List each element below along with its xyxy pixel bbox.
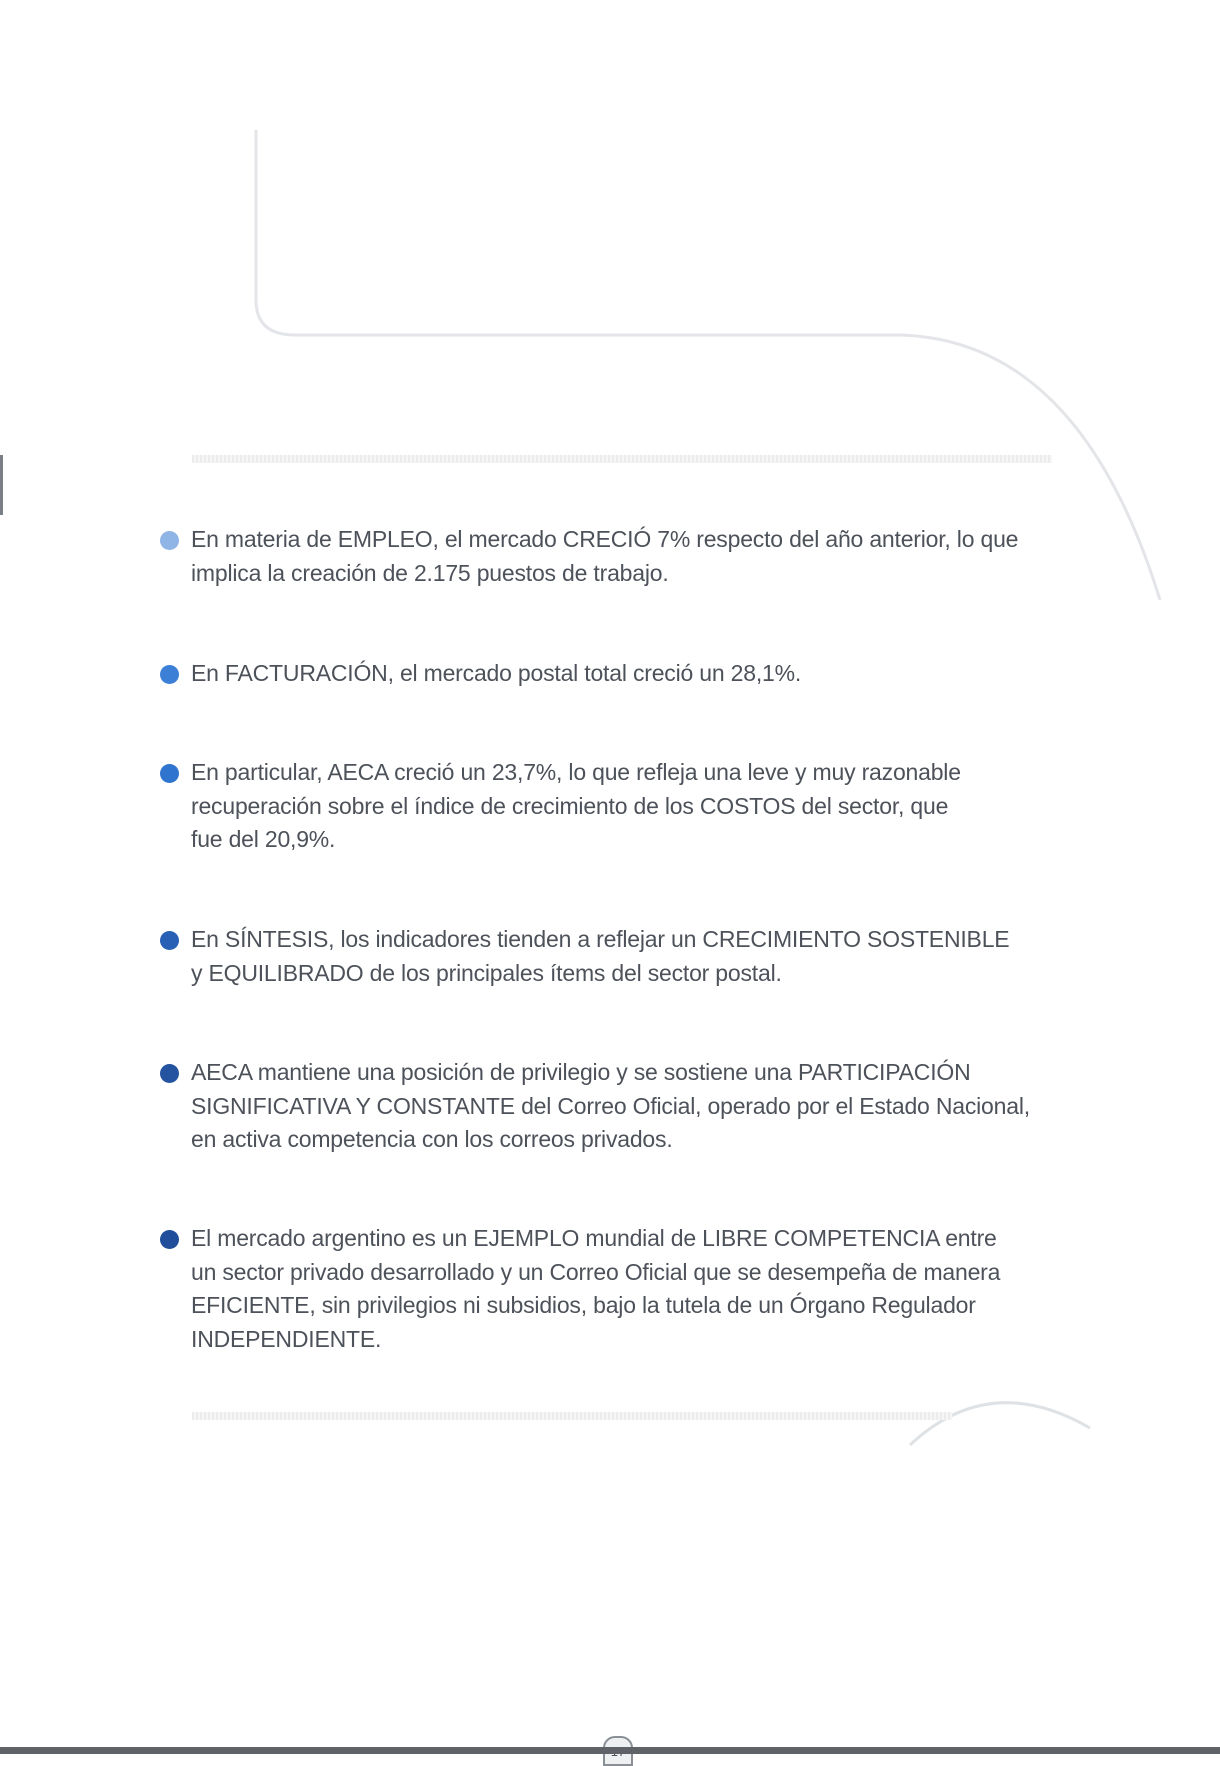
bullet-dot-icon — [160, 764, 179, 783]
bullet-text — [191, 923, 1051, 990]
bullet-line: implica la creación de 2.175 puestos de trabajo. — [191, 559, 669, 586]
bullet-line: INDEPENDIENTE. — [191, 1325, 382, 1352]
bullet-line: El mercado argentino es un EJEMPLO mundial de LIBRE COMPETENCIA entre — [191, 1225, 997, 1251]
bullet-dot-icon — [160, 665, 179, 684]
bullet-text — [191, 657, 1051, 691]
bullet-line: En SÍNTESIS, los indicadores tienden a reflejar un CRECIMIENTO SOSTENIBLE — [191, 926, 1010, 952]
bullet-line: En particular, AECA creció un 23,7%, lo que refleja una leve y muy razonable — [191, 759, 961, 785]
bullet-text — [191, 1222, 1051, 1356]
bottom-divider — [192, 1412, 952, 1420]
bullet-line: SIGNIFICATIVA Y CONSTANTE del Correo Oficial, operado por el Estado Nacional, — [191, 1092, 1030, 1119]
bottom-arc — [910, 1403, 1090, 1445]
bullet-line: En FACTURACIÓN, el mercado postal total creció un 28,1%. — [191, 660, 802, 686]
bullet-line: AECA mantiene una posición de privilegio y se sostiene una PARTICIPACIÓN — [191, 1059, 971, 1085]
bullet-dot-icon — [160, 1064, 179, 1083]
bullet-line: recuperación sobre el índice de crecimiento de los COSTOS del sector, que — [191, 792, 949, 819]
bullet-text — [191, 1056, 1051, 1157]
bullet-line: en activa competencia con los correos privados. — [191, 1126, 673, 1152]
top-divider — [192, 455, 1052, 463]
bullet-dot-icon — [160, 1230, 179, 1249]
bottom-bar — [0, 1747, 1220, 1754]
bullet-dot-icon — [160, 531, 179, 550]
bullet-line: fue del 20,9%. — [191, 826, 336, 852]
bullet-line: En materia de EMPLEO, el mercado CRECIÓ 7% respecto del año anterior, lo que — [191, 526, 1019, 552]
bullet-text — [191, 523, 1051, 590]
bullet-line: y EQUILIBRADO de los principales ítems del sector postal. — [191, 959, 782, 986]
bullet-dot-icon — [160, 931, 179, 950]
left-edge-mark — [0, 455, 3, 515]
bullet-line: EFICIENTE, sin privilegios ni subsidios, bajo la tutela de un Órgano Regulador — [191, 1292, 976, 1318]
bullet-line: un sector privado desarrollado y un Correo Oficial que se desempeña de manera — [191, 1258, 1001, 1285]
bullet-text — [191, 756, 1051, 857]
